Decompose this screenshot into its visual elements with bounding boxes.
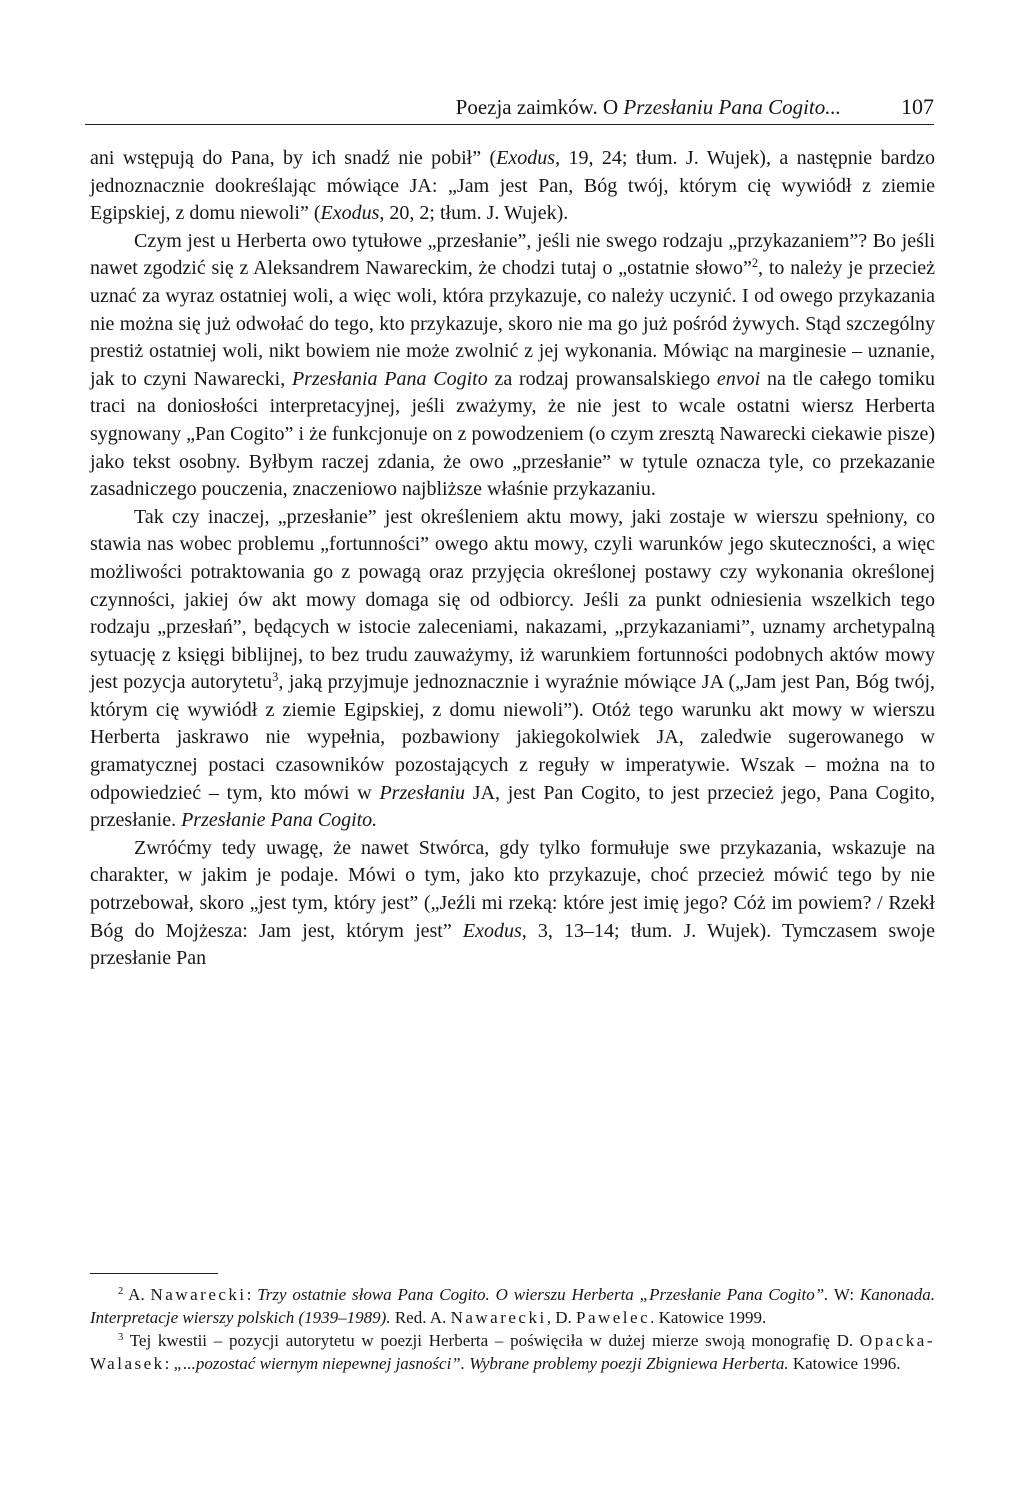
paragraph-1: ani wstępują do Pana, by ich snadź nie pobił” (Exodus, 19, 24; tłum. J. Wujek), a następnie bardzo jednoznacznie dookreślając mówiące JA: „Jam jest Pan, Bóg twój, którym cię wywiódł z ziemie Egipskiej, z domu niewoli” (Exodus, 20, 2; tłum. J. Wujek). — [90, 147, 935, 225]
paragraph-4: Zwróćmy tedy uwagę, że nawet Stwórca, gdy tylko formułuje swe przykazania, wskazuje na charakter, w jakim je podaje. Mówi o tym, jako kto przykazuje, choć przecież mówić tego by nie potrzebował, skoro „jest tym, który jest” („Jeźli mi rzeką: które jest imię jego? Cóż im powiem? / Rzekł Bóg do Mojżesza: Jam jest, którym jest” Exodus, 3, 13–14; tłum. J. Wujek). Tymczasem swoje przesłanie Pan — [90, 836, 935, 970]
running-title: Poezja zaimków. O Przesłaniu Pana Cogito... — [455, 95, 841, 119]
page-number: 107 — [901, 94, 934, 119]
footnote-divider — [90, 1273, 218, 1274]
main-text — [90, 145, 935, 973]
footnote-2: $^2$ A. Nawarecki: Trzy ostatnie słowa Pana Cogito. O wierszu Herberta „Przesłanie Pana Cogito”. W: Kanonada. Interpretacje wierszy polskich (1939–1989). Red. A. Nawarecki, D. Pawelec. Katowice 1999. — [90, 1285, 935, 1327]
paragraph-3: Tak czy inaczej, „przesłanie” jest określeniem aktu mowy, jaki zostaje w wierszu spełniony, co stawia nas wobec problemu „fortunności” owego aktu mowy, czyli warunków jego skuteczności, a więc możliwości potraktowania go z powagą oraz przyjęcia określonej postawy czy wykonania określonej czynności, jakiej ów akt mowy domaga się od odbiorcy. Jeśli za punkt odniesienia wszelkich tego rodzaju „przesłań”, będących w istocie zaleceniami, nakazami, „przykazaniami”, uznamy archetypalną sytuację z księgi biblijnej, to bez trudu zauważymy, iż warunkiem fortunności podobnych aktów mowy jest pozycja autorytetu$^3$, jaką przyjmuje jednoznacznie i wyraźnie mówiące JA („Jam jest Pan, Bóg twój, którym cię wywiódł z ziemie Egipskiej, z domu niewoli”). Otóż tego warunku akt mowy w wierszu Herberta jaskrawo nie wypełnia, pozbawiony jakiegokolwiek JA, zaledwie sugerowanego w gramatycznej postaci czasowników pozostających z reguły w imperatywie. Wszak – można na to odpowiedzieć – tym, kto mówi w Przesłaniu JA, jest Pan Cogito, to jest przecież jego, Pana Cogito, przesłanie. Przesłanie Pana Cogito. — [90, 505, 936, 832]
footnote-ref-3[interactable]: 3 — [272, 670, 279, 685]
footnote-3: $^3$ Tej kwestii – pozycji autorytetu w poezji Herberta – poświęciła w dużej mierze swoją monografię D. Opacka-Walasek: „...pozostać wiernym niepewnej jasności”. Wybrane problemy poezji Zbigniewa Herberta. Katowice 1996. — [90, 1331, 935, 1373]
paragraph-2: Czym jest u Herberta owo tytułowe „przesłanie”, jeśli nie swego rodzaju „przykazaniem”? Bo jeśli nawet zgodzić się z Aleksandrem Nawareckim, że chodzi tutaj o „ostatnie słowo”$^2$, to należy je przecież uznać za wyraz ostatniej woli, a więc woli, która przykazuje, co należy uczynić. I od owego przykazania nie można się już odwołać do tego, kto przykazuje, skoro nie ma go już pośród żywych. Stąd szczególny prestiż ostatniej woli, nikt bowiem nie może zwolnić z jej wykonania. Mówiąc na marginesie – uznanie, jak to czyni Nawarecki, Przesłania Pana Cogito za rodzaj prowansalskiego envoi na tle całego tomiku traci na doniosłości interpretacyjnej, jeśli zważymy, że nie jest to wcale ostatni wiersz Herberta sygnowany „Pan Cogito” i że funkcjonuje on z powodzeniem (o czym zresztą Nawarecki ciekawie pisze) jako tekst osobny. Byłbym raczej zdania, że owo „przesłanie” w tytule oznacza tyle, co przekazanie zasadniczego pouczenia, znaczeniowo najbliższe właśnie przykazaniu. — [90, 229, 936, 501]
footnote-ref-2[interactable]: 2 — [751, 256, 759, 271]
running-header — [85, 92, 934, 125]
footnotes — [90, 1284, 935, 1375]
